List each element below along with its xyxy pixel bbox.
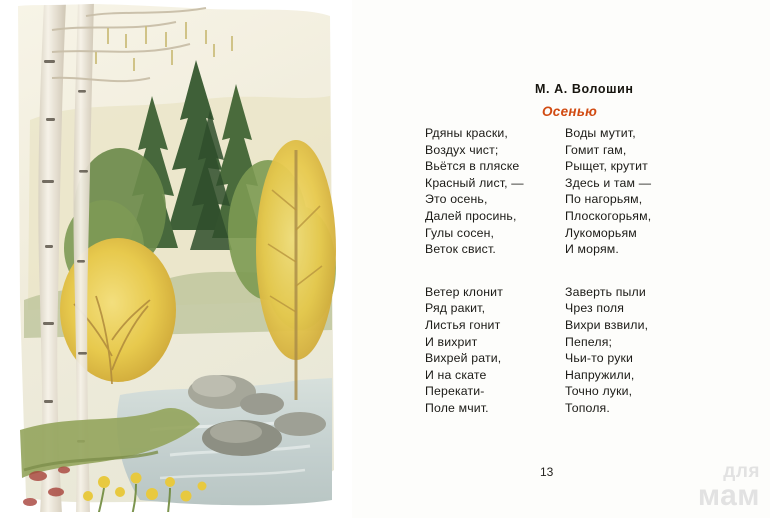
poem-line: И морям. [565, 242, 619, 257]
poem-line: Ветер клонит [425, 284, 503, 299]
poem-line: Воздух чист; [425, 142, 499, 157]
poem-line: Рыщет, крутит [565, 159, 648, 174]
stanza-column-right-bottom [565, 284, 715, 443]
stanza-column-left-top [425, 125, 565, 284]
poem-line: По нагорьям, [565, 192, 643, 207]
poem-line: Веток свист. [425, 242, 496, 257]
poem-line: Вьётся в пляске [425, 159, 520, 174]
stanza-row-top [425, 125, 755, 284]
poem-line: Напружили, [565, 367, 635, 382]
poem-line: Гулы сосен, [425, 225, 495, 240]
poem-line: Плоскогорьям, [565, 208, 652, 223]
poem-line: Гомит гам, [565, 142, 627, 157]
poem-line: Здесь и там — [565, 175, 652, 190]
poem-line: Лукоморьям [565, 225, 637, 240]
poem-line: Пепеля; [565, 334, 613, 349]
poem-author: М. А. Волошин [535, 82, 634, 96]
poem-line: Ряд ракит, [425, 301, 486, 316]
poem-line: И на скате [425, 367, 487, 382]
poem-line: Это осень, [425, 192, 488, 207]
watermark [698, 463, 760, 510]
illustration-autumn-forest [0, 0, 352, 518]
poem-line: Рдяны краски, [425, 126, 508, 140]
poem-line: Красный лист, — [425, 175, 524, 190]
page-title: Осенью [542, 104, 598, 119]
stanza-4 [565, 284, 715, 417]
poem-line: Вихрей рати, [425, 351, 502, 366]
poem-body [425, 125, 755, 443]
stanza-1 [425, 125, 565, 258]
poem-line: Заверть пыли [565, 284, 646, 299]
poem-line: И вихрит [425, 334, 478, 349]
poem-line: Далей просинь, [425, 208, 517, 223]
page-number: 13 [540, 465, 554, 479]
poem-line: Воды мутит, [565, 126, 636, 140]
watermark-line-2: мам [697, 478, 760, 512]
watermark-line-1: для [723, 461, 760, 483]
poem-line: Чрез поля [565, 301, 625, 316]
poem-line: Перекати- [425, 384, 485, 399]
poem-line: Листья гонит [425, 317, 501, 332]
poem-line: Тополя. [565, 400, 610, 415]
poem-line: Поле мчит. [425, 400, 489, 415]
poem-line: Точно луки, [565, 384, 633, 399]
stanza-2 [565, 125, 715, 258]
poem-text-column [380, 0, 770, 518]
stanza-row-bottom [425, 284, 755, 443]
poem-line: Чьи-то руки [565, 351, 634, 366]
illustration-svg [0, 0, 352, 518]
poem-line: Вихри взвили, [565, 317, 649, 332]
stanza-column-right-top [565, 125, 715, 284]
stanza-3 [425, 284, 565, 417]
stanza-column-left-bottom [425, 284, 565, 443]
